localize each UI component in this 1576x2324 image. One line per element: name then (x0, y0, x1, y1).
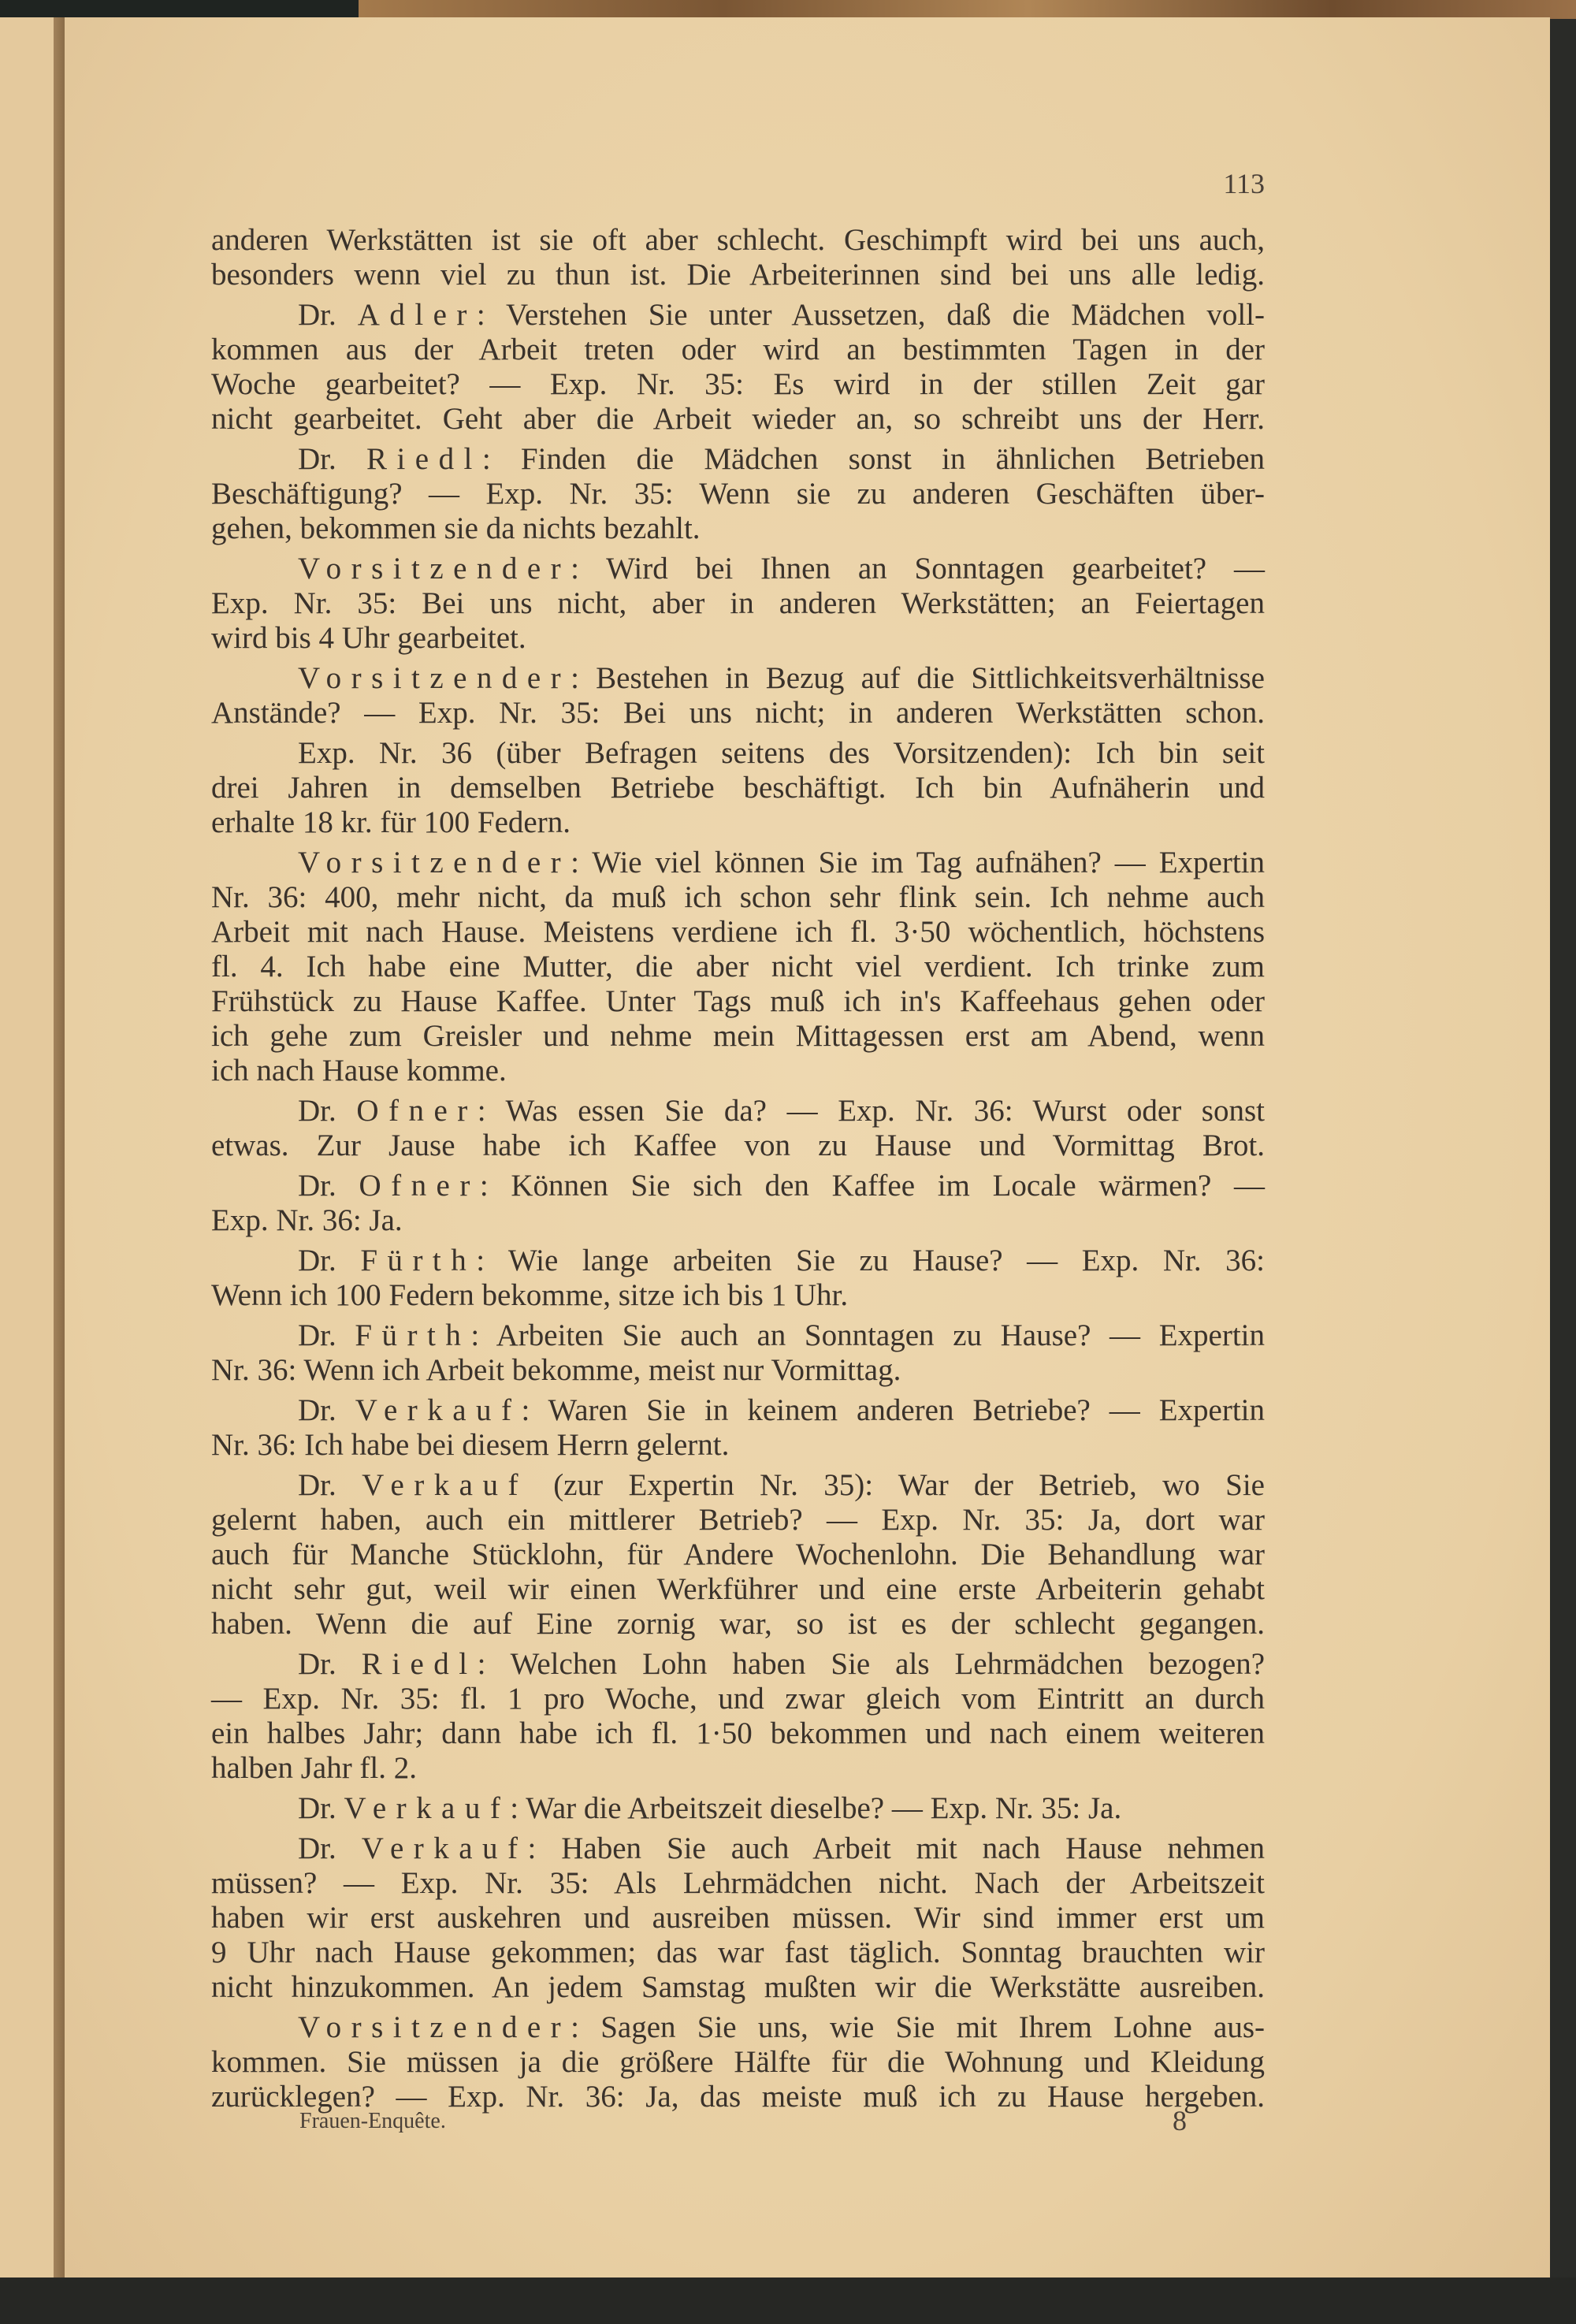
speaker-title: Dr. (298, 442, 366, 476)
paragraph (211, 298, 1265, 437)
text-line: haben wir erst auskehren und ausreiben müssen. Wir sind immer erst um (211, 1901, 1265, 1935)
text-line: Anstände? — Exp. Nr. 35: Bei uns nicht; in anderen Werkstätten schon. (211, 696, 1265, 730)
paragraph (211, 1393, 1265, 1463)
paragraph (211, 736, 1265, 840)
line-text: : Wie viel können Sie im Tag aufnähen? — Expertin (571, 846, 1265, 879)
text-line (211, 1791, 1265, 1826)
line-text: : Wird bei Ihnen an Sonntagen gearbeitet? — (571, 552, 1265, 586)
line-text: : Können Sie sich den Kaffee im Locale wärmen? — (479, 1169, 1266, 1203)
paragraph (211, 1318, 1265, 1388)
speaker-name: Verkauf (362, 1468, 528, 1502)
paragraph (211, 2010, 1265, 2114)
text-line: Nr. 36: 400, mehr nicht, da muß ich schon sehr flink sein. Ich nehme auch (211, 880, 1265, 914)
text-line (211, 1318, 1265, 1353)
speaker-title: Dr. (298, 1468, 362, 1502)
speaker-title: Dr. (298, 1318, 355, 1352)
text-line: zurücklegen? — Exp. Nr. 36: Ja, das meiste muß ich zu Hause hergeben. (211, 2080, 1265, 2114)
line-text: : Wie lange arbeiten Sie zu Hause? — Exp. Nr. 36: (476, 1244, 1265, 1277)
text-line (211, 846, 1265, 880)
text-line: Exp. Nr. 36: Ja. (211, 1203, 403, 1237)
text-line: haben. Wenn die auf Eine zornig war, so ist es der schlecht gegangen. (211, 1607, 1265, 1641)
text-line: Arbeit mit nach Hause. Meistens verdiene ich fl. 3·50 wöchentlich, höchstens (211, 915, 1265, 949)
text-line: kommen aus der Arbeit treten oder wird an bestimmten Tagen in der (211, 333, 1265, 366)
paragraph (211, 1791, 1265, 1826)
paragraph (211, 1169, 1265, 1238)
line-text: : Finden die Mädchen sonst in ähnlichen Betrieben (481, 442, 1266, 476)
line-text: : Haben Sie auch Arbeit mit nach Hause nehmen (527, 1831, 1266, 1865)
text-line: Beschäftigung? — Exp. Nr. 35: Wenn sie zu anderen Geschäften über- (211, 477, 1265, 511)
book-cover-edge (359, 0, 1576, 19)
paragraph (211, 661, 1265, 731)
text-line (211, 298, 1265, 333)
text-line: nicht sehr gut, weil wir einen Werkführer und eine erste Arbeiterin gehabt (211, 1572, 1265, 1606)
speaker-title: Dr. (298, 298, 358, 332)
text-line (211, 1468, 1265, 1503)
text-line: fl. 4. Ich habe eine Mutter, die aber nicht viel verdient. Ich trinke zum (211, 950, 1265, 984)
line-text: : Arbeiten Sie auch an Sonntagen zu Hause? — Expertin (470, 1318, 1265, 1352)
speaker-title: Dr. (298, 1791, 344, 1825)
paragraph (211, 1647, 1265, 1786)
text-line: Woche gearbeitet? — Exp. Nr. 35: Es wird in der stillen Zeit gar (211, 367, 1265, 401)
speaker-name: Adler (357, 298, 477, 332)
text-line: Exp. Nr. 35: Bei uns nicht, aber in anderen Werkstätten; an Feiertagen (211, 586, 1265, 620)
text-line (211, 1094, 1265, 1129)
text-line: müssen? — Exp. Nr. 35: Als Lehrmädchen nicht. Nach der Arbeitszeit (211, 1866, 1265, 1900)
text-line: Wenn ich 100 Federn bekomme, sitze ich bis 1 Uhr. (211, 1278, 849, 1312)
page-number: 113 (1223, 168, 1265, 199)
text-line: anderen Werkstätten ist sie oft aber schlecht. Geschimpft wird bei uns auch, (211, 223, 1265, 257)
line-text: : Bestehen in Bezug auf die Sittlichkeitsverhältnisse (571, 661, 1265, 695)
text-line: gelernt haben, auch ein mittlerer Betrieb? — Exp. Nr. 35: Ja, dort war (211, 1503, 1265, 1537)
line-text: (zur Expertin Nr. 35): War der Betrieb, wo Sie (527, 1468, 1265, 1502)
text-line (211, 552, 1265, 586)
text-line (211, 1169, 1265, 1203)
text-line (211, 1393, 1265, 1428)
speaker-name: Fürth (360, 1244, 477, 1277)
text-line: halben Jahr fl. 2. (211, 1751, 418, 1785)
speaker-name: Verkauf (355, 1393, 522, 1427)
text-line: nicht gearbeitet. Geht aber die Arbeit wieder an, so schreibt uns der Herr. (211, 402, 1265, 436)
text-line (211, 2010, 1265, 2045)
line-text: Exp. Nr. 36 (über Befragen seitens des Vorsitzenden): Ich bin seit (298, 736, 1265, 770)
line-text: : Sagen Sie uns, wie Sie mit Ihrem Lohne aus- (571, 2010, 1265, 2044)
speaker-name: Fürth (355, 1318, 471, 1352)
text-line (211, 1647, 1265, 1682)
text-line: etwas. Zur Jause habe ich Kaffee von zu Hause und Vormittag Brot. (211, 1129, 1265, 1162)
body-text (211, 223, 1265, 2114)
text-line: ein halbes Jahr; dann habe ich fl. 1·50 bekommen und nach einem weiteren (211, 1716, 1265, 1750)
text-line (211, 1831, 1265, 1866)
speaker-name: Riedl (361, 1647, 478, 1681)
speaker-name: Riedl (366, 442, 482, 476)
text-line: besonders wenn viel zu thun ist. Die Arbeiterinnen sind bei uns alle ledig. (211, 258, 1265, 292)
speaker-title: Dr. (298, 1831, 362, 1865)
text-line (211, 736, 1265, 771)
text-line: — Exp. Nr. 35: fl. 1 pro Woche, und zwar gleich vom Eintritt an durch (211, 1682, 1265, 1716)
speaker-title: Dr. (298, 1244, 361, 1277)
speaker-name: Verkauf (344, 1791, 511, 1825)
text-line: auch für Manche Stücklohn, für Andere Wochenlohn. Die Behandlung war (211, 1538, 1265, 1571)
line-text: : War die Arbeitszeit dieselbe? — Exp. Nr. 35: Ja. (510, 1791, 1122, 1825)
paragraph (211, 223, 1265, 292)
line-text: : Welchen Lohn haben Sie als Lehrmädchen bezogen? (477, 1647, 1266, 1681)
speaker-name: Ofner (359, 1169, 480, 1203)
paragraph (211, 846, 1265, 1088)
speaker-name: Verkauf (361, 1831, 528, 1865)
text-line (211, 442, 1265, 477)
speaker-title: Dr. (298, 1094, 357, 1128)
speaker-name: Vorsitzender (298, 661, 571, 695)
text-line: gehen, bekommen sie da nichts bezahlt. (211, 511, 701, 545)
previous-page-edge (0, 17, 54, 2279)
text-line: Nr. 36: Wenn ich Arbeit bekomme, meist nur Vormittag. (211, 1353, 901, 1387)
speaker-title: Dr. (298, 1647, 362, 1681)
speaker-name: Vorsitzender (298, 552, 571, 586)
paragraph (211, 1094, 1265, 1163)
speaker-name: Vorsitzender (298, 2010, 571, 2044)
paragraph (211, 1468, 1265, 1642)
text-line: 9 Uhr nach Hause gekommen; das war fast täglich. Sonntag brauchten wir (211, 1935, 1265, 1969)
text-line: Frühstück zu Hause Kaffee. Unter Tags muß ich in's Kaffeehaus gehen oder (211, 984, 1265, 1018)
speaker-title: Dr. (298, 1169, 359, 1203)
line-text: : Waren Sie in keinem anderen Betriebe? — Expertin (521, 1393, 1265, 1427)
speaker-name: Ofner (356, 1094, 478, 1128)
scan-bottom-border (0, 2278, 1576, 2324)
text-line: wird bis 4 Uhr gearbeitet. (211, 621, 526, 655)
footer-signature: Frauen-Enquête. (299, 2109, 446, 2133)
paragraph (211, 552, 1265, 656)
book-gutter (54, 17, 65, 2279)
line-text: : Verstehen Sie unter Aussetzen, daß die Mädchen voll- (476, 298, 1265, 332)
text-line: nicht hinzukommen. An jedem Samstag mußten wir die Werkstätte ausreiben. (211, 1970, 1265, 2004)
speaker-name: Vorsitzender (298, 846, 571, 879)
text-line: ich gehe zum Greisler und nehme mein Mittagessen erst am Abend, wenn (211, 1019, 1265, 1053)
footer-sheet-number: 8 (1173, 2105, 1187, 2136)
paragraph (211, 442, 1265, 546)
text-line (211, 1244, 1265, 1278)
text-line: kommen. Sie müssen ja die größere Hälfte für die Wohnung und Kleidung (211, 2045, 1265, 2079)
text-line: ich nach Hause komme. (211, 1054, 507, 1088)
text-line: erhalte 18 kr. für 100 Federn. (211, 805, 571, 839)
text-line (211, 661, 1265, 696)
paragraph (211, 1244, 1265, 1313)
text-line: Nr. 36: Ich habe bei diesem Herrn gelernt. (211, 1428, 730, 1462)
line-text: : Was essen Sie da? — Exp. Nr. 36: Wurst oder sonst (477, 1094, 1265, 1128)
text-line: drei Jahren in demselben Betriebe beschäftigt. Ich bin Aufnäherin und (211, 771, 1265, 805)
paragraph (211, 1831, 1265, 2005)
speaker-title: Dr. (298, 1393, 355, 1427)
